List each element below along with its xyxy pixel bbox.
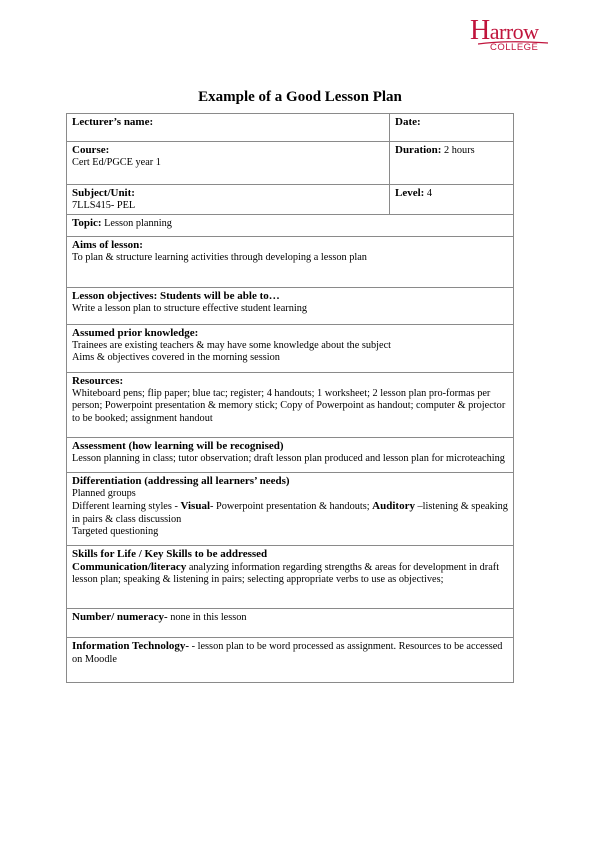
prior-knowledge-line: Aims & objectives covered in the morning session	[72, 352, 280, 363]
assessment-cell	[67, 438, 514, 473]
objectives-label: Lesson objectives: Students will be able to…	[72, 290, 280, 302]
topic-label: Topic:	[72, 217, 102, 229]
topic-value: Lesson planning	[101, 218, 172, 229]
harrow-college-logo	[470, 15, 570, 60]
duration-cell	[390, 142, 514, 185]
level-label: Level:	[395, 187, 425, 199]
skills-cell	[67, 546, 514, 609]
logo-subtitle: COLLEGE	[490, 42, 539, 53]
course-label: Course:	[72, 144, 110, 156]
aims-value: To plan & structure learning activities through developing a lesson plan	[72, 251, 367, 263]
differentiation-label: Differentiation (addressing all learners’ needs)	[72, 475, 290, 487]
subject-value: 7LLS415- PEL	[72, 199, 136, 211]
lecturer-name-label: Lecturer’s name:	[72, 116, 154, 128]
differentiation-line: Targeted questioning	[72, 526, 159, 537]
differentiation-cell	[67, 473, 514, 546]
skills-label: Skills for Life / Key Skills to be addressed	[72, 548, 268, 560]
resources-value: Whiteboard pens; flip paper; blue tac; register; 4 handouts; 1 worksheet; 2 lesson plan pro-formas per person; Powerpoint presentation & memory stick; Copy of Powerpoint as handout; computer & projector to be booked; assignment handout	[72, 387, 506, 424]
date-cell	[390, 114, 514, 142]
resources-cell	[67, 373, 514, 438]
objectives-value: Write a lesson plan to structure effective student learning	[72, 302, 307, 314]
communication-literacy	[72, 561, 508, 587]
it-label: Information Technology-	[72, 640, 190, 652]
prior-knowledge-line: Trainees are existing teachers & may have some knowledge about the subject	[72, 339, 392, 351]
duration-value: 2 hours	[441, 145, 475, 156]
it-value: - lesson plan to be word processed as assignment. Resources to be accessed on Moodle	[72, 641, 503, 665]
differentiation-learning-styles: Different learning styles - Visual- Powerpoint presentation & handouts; Auditory –listening & speaking in pairs & class discussion	[72, 500, 508, 525]
aims-cell	[67, 237, 514, 288]
visual-label: Visual	[180, 500, 211, 512]
communication-value: analyzing information regarding strengths & areas for development in draft lesson plan; speaking & listening in pairs; selecting appropriate verbs to use as objectives;	[72, 561, 500, 585]
communication-label: Communication/literacy	[72, 560, 187, 573]
prior-knowledge-label: Assumed prior knowledge:	[72, 327, 199, 339]
logo-wordmark: Harrow	[470, 15, 539, 46]
numeracy-label: Number/ numeracy-	[72, 611, 168, 623]
level-value: 4	[424, 188, 433, 199]
subject-label: Subject/Unit:	[72, 187, 135, 199]
topic-cell	[67, 215, 514, 237]
auditory-label: Auditory	[372, 500, 415, 512]
differentiation-line: Planned groups	[72, 487, 136, 499]
course-cell	[67, 142, 390, 185]
numeracy-cell	[67, 609, 514, 638]
course-value: Cert Ed/PGCE year 1	[72, 156, 161, 168]
objectives-cell	[67, 288, 514, 325]
level-cell	[390, 185, 514, 215]
aims-label: Aims of lesson:	[72, 239, 143, 251]
prior-knowledge-cell	[67, 325, 514, 373]
page-title: Example of a Good Lesson Plan	[198, 89, 402, 105]
lecturer-name-cell	[67, 114, 390, 142]
it-cell	[67, 638, 514, 683]
assessment-label: Assessment (how learning will be recognised)	[72, 440, 284, 452]
duration-label: Duration:	[395, 144, 442, 156]
assessment-value: Lesson planning in class; tutor observation; draft lesson plan produced and lesson plan for microteaching	[72, 452, 505, 464]
lesson-plan-table	[66, 113, 514, 683]
subject-cell	[67, 185, 390, 215]
date-label: Date:	[395, 116, 421, 128]
numeracy-value: none in this lesson	[167, 612, 247, 623]
resources-label: Resources:	[72, 375, 124, 387]
